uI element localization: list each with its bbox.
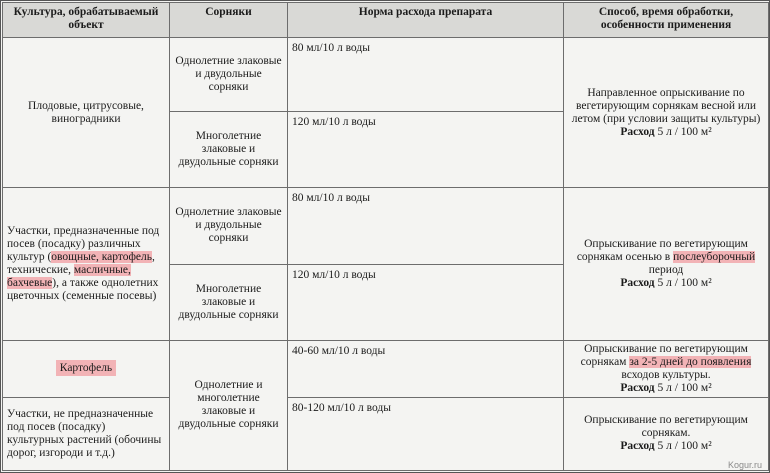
method-text: Опрыскивание по вегетирующим сорнякам осенью в bbox=[576, 238, 748, 264]
dose-label: Расход bbox=[620, 381, 655, 394]
weeds-text: Однолетние и многолетние злаковые и двудольные сорняки bbox=[178, 379, 279, 431]
rate-text: 80 мл/10 л воды bbox=[292, 42, 370, 55]
method-cell bbox=[564, 38, 769, 188]
table-row bbox=[3, 397, 769, 470]
weeds-text: Однолетние злаковые и двудольные сорняки bbox=[175, 55, 282, 94]
rate-cell bbox=[288, 112, 564, 188]
highlight: за 2-5 дней до появления bbox=[629, 355, 752, 368]
method-text: Опрыскивание по вегетирующим сорнякам. bbox=[584, 414, 748, 440]
header-rate: Норма расхода препарата bbox=[288, 3, 564, 38]
rate-cell bbox=[288, 340, 564, 397]
rate-cell bbox=[288, 264, 564, 340]
rate-text: 120 мл/10 л воды bbox=[292, 116, 376, 129]
weeds-cell bbox=[170, 112, 288, 188]
culture-cell bbox=[3, 38, 170, 188]
table-row bbox=[3, 340, 769, 397]
header-weeds: Сорняки bbox=[170, 3, 288, 38]
method-text: Направленное опрыскивание по вегетирующим сорнякам весной или летом (при условии защиты культуры) bbox=[571, 86, 761, 125]
header-method: Способ, время обработки, особенности применения bbox=[564, 3, 769, 38]
herbicide-table bbox=[2, 2, 769, 471]
method-cell bbox=[564, 188, 769, 340]
weeds-text: Многолетние злаковые и двудольные сорняки bbox=[178, 282, 279, 321]
weeds-cell bbox=[170, 188, 288, 264]
rate-text: 40-60 мл/10 л воды bbox=[292, 344, 386, 357]
rate-text: 80-120 мл/10 л воды bbox=[292, 401, 392, 414]
weeds-cell bbox=[170, 340, 288, 470]
dose-label: Расход bbox=[620, 125, 655, 138]
highlight: послеуборочный bbox=[673, 251, 756, 264]
weeds-text: Однолетние злаковые и двудольные сорняки bbox=[175, 206, 282, 245]
dose-label: Расход bbox=[620, 440, 655, 453]
dose-value: 5 л / 100 м² bbox=[657, 125, 712, 138]
table-row bbox=[3, 38, 769, 112]
culture-highlight: Картофель bbox=[56, 360, 116, 376]
culture-text: Плодовые, цитрусовые, виноградники bbox=[28, 99, 144, 125]
method-text: период bbox=[648, 264, 684, 277]
rate-cell bbox=[288, 188, 564, 264]
highlight: масличные, бахчевые bbox=[7, 264, 131, 290]
dose-line bbox=[568, 277, 764, 290]
culture-text: Участки, предназначенные под посев (посадку) различных культур ( bbox=[7, 225, 160, 264]
watermark-text: Kogur.ru bbox=[727, 460, 762, 470]
dose-value: 5 л / 100 м² bbox=[657, 381, 712, 394]
weeds-cell bbox=[170, 264, 288, 340]
rate-cell bbox=[288, 397, 564, 470]
culture-cell bbox=[3, 188, 170, 340]
dose-value: 5 л / 100 м² bbox=[657, 440, 712, 453]
weeds-text: Многолетние злаковые и двудольные сорняки bbox=[178, 130, 279, 169]
method-cell bbox=[564, 340, 769, 397]
table-row bbox=[3, 188, 769, 264]
rate-text: 120 мл/10 л воды bbox=[292, 268, 376, 281]
method-text: Опрыскивание по вегетирующим сорнякам bbox=[580, 342, 748, 368]
culture-text: ), а также однолетних цветочных (семенные посевы) bbox=[7, 277, 159, 303]
culture-cell bbox=[3, 340, 170, 397]
method-text: всходов культуры. bbox=[621, 368, 711, 381]
rate-cell bbox=[288, 38, 564, 112]
culture-text: Участки, не предназначенные под посев (посадку) культурных растений (обочины дорог, изгороди и т.д.) bbox=[7, 407, 162, 459]
dose-line bbox=[568, 440, 764, 453]
dose-line bbox=[568, 126, 764, 139]
weeds-cell bbox=[170, 38, 288, 112]
rate-text: 80 мл/10 л воды bbox=[292, 192, 370, 205]
dose-value: 5 л / 100 м² bbox=[657, 277, 712, 290]
dose-label: Расход bbox=[620, 277, 655, 290]
culture-text: , технические, bbox=[7, 251, 155, 277]
header-culture: Культура, обрабатываемый объект bbox=[3, 3, 170, 38]
dose-line bbox=[568, 382, 764, 395]
header-row bbox=[3, 3, 769, 38]
culture-cell bbox=[3, 397, 170, 470]
highlight: овощные, картофель bbox=[51, 251, 153, 264]
